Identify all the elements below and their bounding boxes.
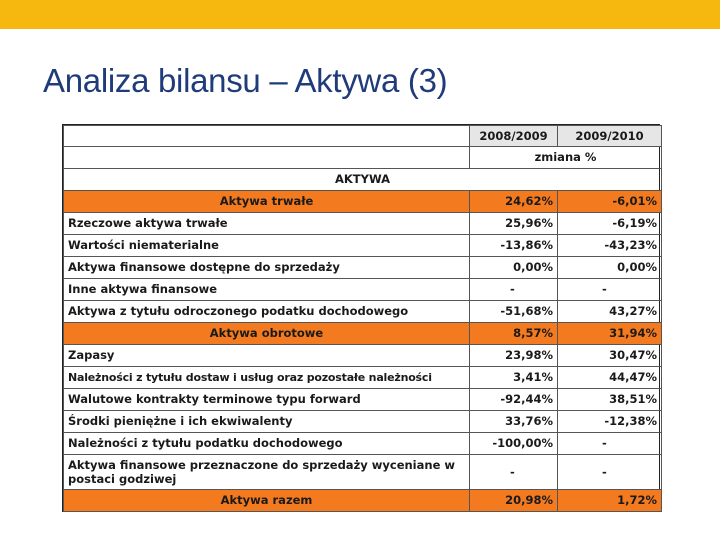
row-label: Aktywa finansowe przeznaczone do sprzedaży wyceniane w postaci godziwej	[64, 455, 470, 490]
value-2009: 38,51%	[558, 389, 662, 411]
row-label: Aktywa finansowe dostępne do sprzedaży	[64, 257, 470, 279]
table-row	[64, 301, 662, 323]
subheader-empty-cell	[64, 147, 470, 169]
value-2009: 0,00%	[558, 257, 662, 279]
value-2008: 8,57%	[470, 323, 558, 345]
table-row	[64, 235, 662, 257]
value-2008: 20,98%	[470, 490, 558, 512]
value-2008: -	[470, 279, 558, 301]
value-2009: -43,23%	[558, 235, 662, 257]
value-2009: 31,94%	[558, 323, 662, 345]
value-2008: 24,62%	[470, 191, 558, 213]
value-2008: 0,00%	[470, 257, 558, 279]
col-header-2008: 2008/2009	[470, 126, 558, 147]
header-empty-cell	[64, 126, 470, 147]
table-row	[64, 367, 662, 389]
value-2009: 44,47%	[558, 367, 662, 389]
section-title: AKTYWA	[64, 169, 662, 191]
table-subheader-row	[64, 147, 662, 169]
value-2008: 33,76%	[470, 411, 558, 433]
balance-table-frame	[62, 124, 660, 512]
row-label: Aktywa trwałe	[64, 191, 470, 213]
value-2008: -13,86%	[470, 235, 558, 257]
row-label: Należności z tytułu dostaw i usług oraz pozostałe należności	[64, 367, 470, 389]
table-row	[64, 389, 662, 411]
table-row	[64, 257, 662, 279]
value-2008: -100,00%	[470, 433, 558, 455]
change-percent-label: zmiana %	[470, 147, 662, 169]
row-label: Inne aktywa finansowe	[64, 279, 470, 301]
row-label: Wartości niematerialne	[64, 235, 470, 257]
table-row	[64, 433, 662, 455]
table-row	[64, 323, 662, 345]
value-2009: -	[558, 279, 662, 301]
row-label: Aktywa z tytułu odroczonego podatku dochodowego	[64, 301, 470, 323]
value-2009: -	[558, 433, 662, 455]
row-label: Aktywa obrotowe	[64, 323, 470, 345]
table-header-row	[64, 126, 662, 147]
col-header-2009: 2009/2010	[558, 126, 662, 147]
value-2009: 43,27%	[558, 301, 662, 323]
table-row	[64, 279, 662, 301]
row-label: Aktywa razem	[64, 490, 470, 512]
table-row	[64, 411, 662, 433]
value-2008: 23,98%	[470, 345, 558, 367]
value-2008: 25,96%	[470, 213, 558, 235]
slide-title: Analiza bilansu – Aktywa (3)	[43, 62, 448, 99]
row-label: Należności z tytułu podatku dochodowego	[64, 433, 470, 455]
row-label: Rzeczowe aktywa trwałe	[64, 213, 470, 235]
row-label: Walutowe kontrakty terminowe typu forward	[64, 389, 470, 411]
row-label: Zapasy	[64, 345, 470, 367]
value-2009: -	[558, 455, 662, 490]
value-2008: -92,44%	[470, 389, 558, 411]
value-2009: -6,01%	[558, 191, 662, 213]
table-row	[64, 455, 662, 490]
table-row	[64, 191, 662, 213]
value-2008: 3,41%	[470, 367, 558, 389]
value-2009: 1,72%	[558, 490, 662, 512]
section-title-row	[64, 169, 662, 191]
top-accent-bar	[0, 0, 720, 29]
value-2008: -51,68%	[470, 301, 558, 323]
value-2009: -6,19%	[558, 213, 662, 235]
value-2008: -	[470, 455, 558, 490]
value-2009: 30,47%	[558, 345, 662, 367]
table-row	[64, 490, 662, 512]
row-label: Środki pieniężne i ich ekwiwalenty	[64, 411, 470, 433]
table-row	[64, 345, 662, 367]
table-row	[64, 213, 662, 235]
balance-table	[63, 125, 662, 512]
value-2009: -12,38%	[558, 411, 662, 433]
